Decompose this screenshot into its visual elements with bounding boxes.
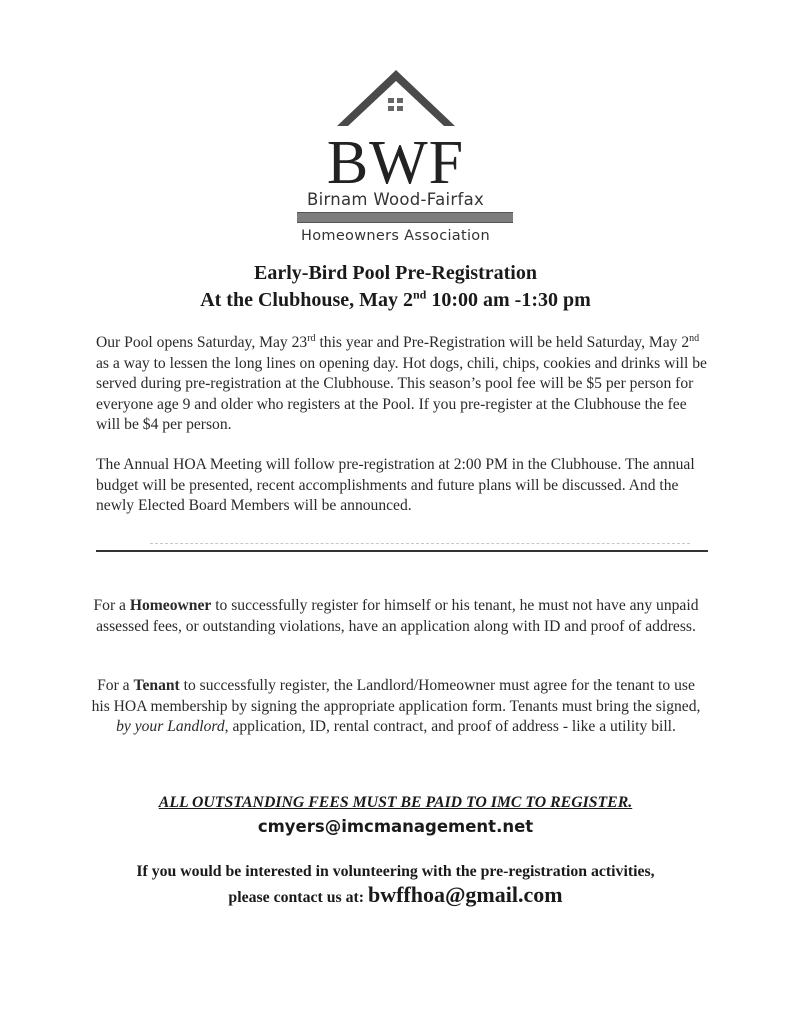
title-line-2-time: 10:00 am -1:30 pm xyxy=(426,289,591,311)
title-line-2-sup: nd xyxy=(413,287,427,302)
page-title xyxy=(0,260,791,314)
pool-info-paragraph xyxy=(96,333,708,436)
volunteer-line-1: If you would be interested in volunteering with the pre-registration activities, xyxy=(136,863,655,880)
para1-part-c: as a way to lessen the long lines on opening day. Hot dogs, chili, chips, cookies and drinks will be served during pre-registration at the Clubhouse. This season’s pool fee will be $5 per person for everyone age 9 and older who registers at the Pool. If you pre-register at the Clubhouse the fee will be $4 per person. xyxy=(96,354,707,433)
title-line-2-text: At the Clubhouse, May 2 xyxy=(200,289,413,311)
tenant-part-b: to successfully register, the Landlord/Homeowner must agree for the tenant to use his HOA membership by signing the appropriate application form. Tenants must bring the signed, xyxy=(91,677,701,715)
logo-subtitle: Homeowners Association xyxy=(301,228,490,244)
section-divider xyxy=(96,550,708,552)
para1-part-a: Our Pool opens Saturday, May 23 xyxy=(96,334,308,351)
homeowner-paragraph xyxy=(90,596,702,637)
tenant-italic: by your Landlord xyxy=(116,718,225,735)
para1-sup-1: rd xyxy=(307,332,316,344)
homeowner-part-a: For a xyxy=(93,597,130,614)
hoa-email-link[interactable]: bwffhoa@gmail.com xyxy=(367,882,563,907)
logo-letters: BWF xyxy=(326,129,465,197)
hoa-logo xyxy=(0,68,791,248)
imc-email-link[interactable]: cmyers@imcmanagement.net xyxy=(257,817,534,836)
logo-bar xyxy=(297,212,513,223)
tenant-part-c: , application, ID, rental contract, and proof of address - like a utility bill. xyxy=(224,718,676,735)
para1-part-b: this year and Pre-Registration will be held Saturday, May 2 xyxy=(315,334,690,351)
tenant-bold: Tenant xyxy=(133,677,180,694)
logo-association-name: Birnam Wood-Fairfax xyxy=(306,190,485,209)
homeowner-bold: Homeowner xyxy=(129,597,212,614)
volunteer-contact-text: please contact us at: xyxy=(228,889,368,906)
meeting-paragraph: The Annual HOA Meeting will follow pre-registration at 2:00 PM in the Clubhouse. The annual budget will be presented, recent accomplishments and future plans will be discussed. And the newly Elected Board Members will be announced. xyxy=(96,456,695,514)
title-line-2 xyxy=(0,287,791,314)
volunteer-notice xyxy=(0,860,791,909)
homeowner-part-b: to successfully register for himself or his tenant, he must not have any unpaid assessed fees, or outstanding violations, have an application along with ID and proof of address. xyxy=(96,597,699,635)
volunteer-line-2 xyxy=(0,883,791,909)
house-roof-icon xyxy=(0,68,791,138)
faint-divider xyxy=(150,543,690,544)
tenant-part-a: For a xyxy=(97,677,134,694)
tenant-paragraph xyxy=(90,676,702,738)
title-line-1: Early-Bird Pool Pre-Registration xyxy=(254,262,537,284)
fees-notice: ALL OUTSTANDING FEES MUST BE PAID TO IMC TO REGISTER. xyxy=(158,794,633,811)
para1-sup-2: nd xyxy=(689,332,700,344)
